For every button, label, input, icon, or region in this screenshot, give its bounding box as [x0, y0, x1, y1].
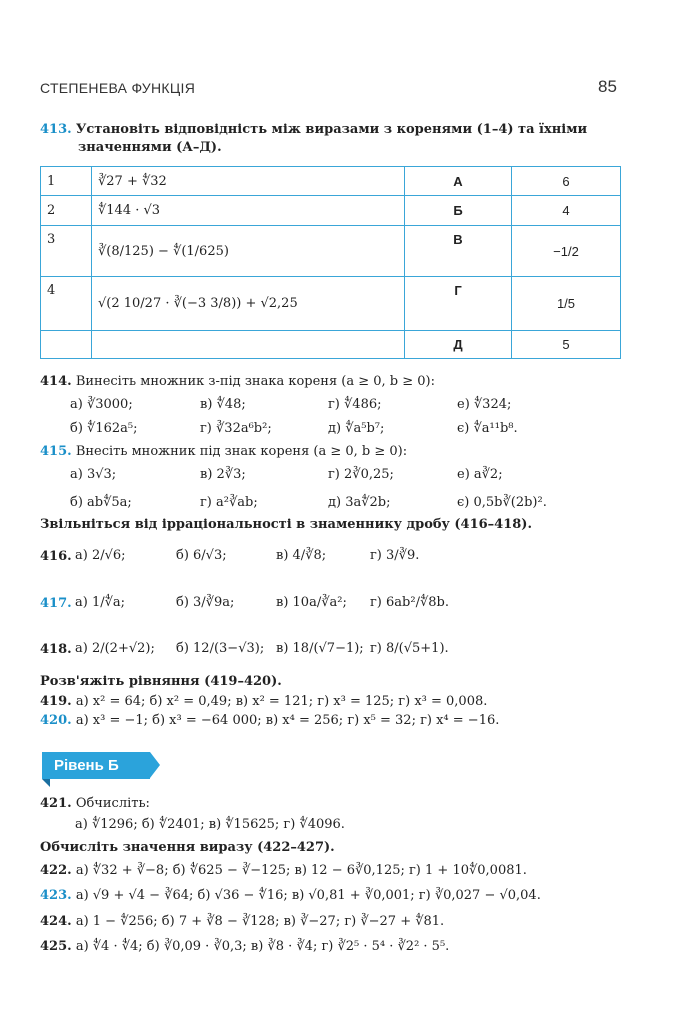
item: д) ∜a⁵b⁷;: [328, 421, 385, 436]
task-number: 413.: [40, 122, 72, 137]
item: є) 0,5b∛(2b)².: [457, 495, 547, 510]
item: г) 8/(√5+1).: [370, 641, 449, 656]
item: є) ∜a¹¹b⁸.: [457, 421, 518, 436]
item: в) ∜48;: [200, 397, 246, 412]
row-number: [41, 331, 92, 359]
task-text: а) √9 + √4 − ∛64; б) √36 − ∜16; в) √0,81 + ∛0,001; г) ∛0,027 − √0,04.: [75, 888, 541, 903]
task-420: [40, 712, 499, 730]
task-text: а) ∜4 · ∜4; б) ∛0,09 · ∛0,3; в) ∛8 · ∛4; г) ∛2⁵ · 5⁴ · ∛2² · 5⁵.: [75, 939, 450, 954]
task-number: 418.: [40, 642, 72, 657]
task-number: 422.: [40, 863, 72, 878]
table-row: [41, 331, 621, 359]
item: е) a∛2;: [457, 467, 503, 482]
section-heading: Звільніться від ірраціональності в знаменнику дробу (416–418).: [40, 517, 532, 532]
item: г) 3/∛9.: [370, 548, 420, 563]
row-value: 1/5: [512, 277, 621, 331]
task-text: Установіть відповідність між виразами з коренями (1–4) та їхніми: [75, 122, 588, 137]
task-text: Винесіть множник з-під знака кореня (a ≥ 0, b ≥ 0):: [75, 374, 436, 389]
task-413: [40, 121, 620, 138]
task-number: 415.: [40, 444, 72, 459]
task-421-items: а) ∜1296; б) ∜2401; в) ∜15625; г) ∜4096.: [75, 817, 345, 832]
section-heading: Обчисліть значення виразу (422–427).: [40, 840, 335, 855]
section-heading: Розв'яжіть рівняння (419–420).: [40, 674, 282, 689]
level-banner: [42, 752, 150, 779]
task-415: [40, 443, 407, 461]
task-number: 416.: [40, 549, 72, 564]
row-number: 3: [41, 226, 92, 277]
task-number: 424.: [40, 914, 72, 929]
table-row: [41, 196, 621, 226]
row-expression: ∛27 + ∜32: [92, 167, 405, 196]
task-number: 425.: [40, 939, 72, 954]
task-423: [40, 887, 541, 905]
row-letter: Г: [405, 277, 512, 331]
task-413-line2: значеннями (А–Д).: [78, 140, 222, 155]
task-number: 421.: [40, 796, 72, 811]
task-425: [40, 938, 449, 956]
item: а) 1/∜a;: [75, 595, 126, 610]
task-416: [40, 548, 72, 566]
item: в) 2∛3;: [200, 467, 246, 482]
task-422: [40, 862, 527, 880]
item: в) 18/(√7−1);: [276, 641, 364, 656]
item: б) 3/∛9a;: [176, 595, 235, 610]
matching-table: [40, 166, 621, 359]
row-value: 5: [512, 331, 621, 359]
item: б) 12/(3−√3);: [176, 641, 265, 656]
row-number: 1: [41, 167, 92, 196]
item: б) 6/√3;: [176, 548, 227, 563]
row-number: 2: [41, 196, 92, 226]
item: г) a²∛ab;: [200, 495, 258, 510]
task-text: а) x³ = −1; б) x³ = −64 000; в) x⁴ = 256; г) x⁵ = 32; г) x⁴ = −16.: [75, 713, 500, 728]
item: д) 3a∜2b;: [328, 495, 391, 510]
page-number: 85: [598, 77, 617, 96]
task-text: а) ∜32 + ∛−8; б) ∜625 − ∛−125; в) 12 − 6∛0,125; г) 1 + 10∜0,0081.: [75, 863, 527, 878]
task-418: [40, 641, 72, 659]
row-letter: Б: [405, 196, 512, 226]
table-row: [41, 226, 621, 277]
item: г) ∛32a⁶b²;: [200, 421, 272, 436]
row-letter: В: [405, 226, 512, 277]
running-header: СТЕПЕНЕВА ФУНКЦІЯ: [40, 80, 196, 96]
row-expression: √(2 10/27 · ∛(−3 3/8)) + √2,25: [92, 277, 405, 331]
item: в) 10a/∛a²;: [276, 595, 347, 610]
row-number: 4: [41, 277, 92, 331]
task-419: [40, 693, 487, 711]
table-row: [41, 277, 621, 331]
task-number: 417.: [40, 596, 72, 611]
table-row: [41, 167, 621, 196]
item: г) 6ab²/∜8b.: [370, 595, 449, 610]
item: а) 2/(2+√2);: [75, 641, 155, 656]
row-value: −1/2: [512, 226, 621, 277]
item: г) 2∛0,25;: [328, 467, 394, 482]
task-424: [40, 913, 444, 931]
task-417: [40, 595, 72, 613]
row-value: 6: [512, 167, 621, 196]
item: в) 4/∛8;: [276, 548, 327, 563]
task-text: а) x² = 64; б) x² = 0,49; в) x² = 121; г) x³ = 125; г) x³ = 0,008.: [75, 694, 488, 709]
item: а) 2/√6;: [75, 548, 126, 563]
item: е) ∜324;: [457, 397, 512, 412]
task-number: 414.: [40, 374, 72, 389]
row-expression: ∛(8/125) − ∜(1/625): [92, 226, 405, 277]
item: б) ab∜5a;: [70, 495, 132, 510]
row-expression: [92, 331, 405, 359]
task-text: Обчисліть:: [75, 796, 150, 811]
row-letter: А: [405, 167, 512, 196]
task-414: [40, 373, 435, 391]
item: г) ∜486;: [328, 397, 382, 412]
task-421: [40, 795, 150, 813]
task-text: а) 1 − ∜256; б) 7 + ∛8 − ∛128; в) ∛−27; г) ∛−27 + ∜81.: [75, 914, 445, 929]
task-number: 420.: [40, 713, 72, 728]
task-number: 423.: [40, 888, 72, 903]
task-text: Внесіть множник під знак кореня (a ≥ 0, b ≥ 0):: [75, 444, 408, 459]
level-label: Рівень Б: [54, 757, 119, 774]
row-expression: ∜144 · √3: [92, 196, 405, 226]
row-value: 4: [512, 196, 621, 226]
task-number: 419.: [40, 694, 72, 709]
item: б) ∜162a⁵;: [70, 421, 138, 436]
item: а) 3√3;: [70, 467, 117, 482]
row-letter: Д: [405, 331, 512, 359]
item: а) ∛3000;: [70, 397, 133, 412]
